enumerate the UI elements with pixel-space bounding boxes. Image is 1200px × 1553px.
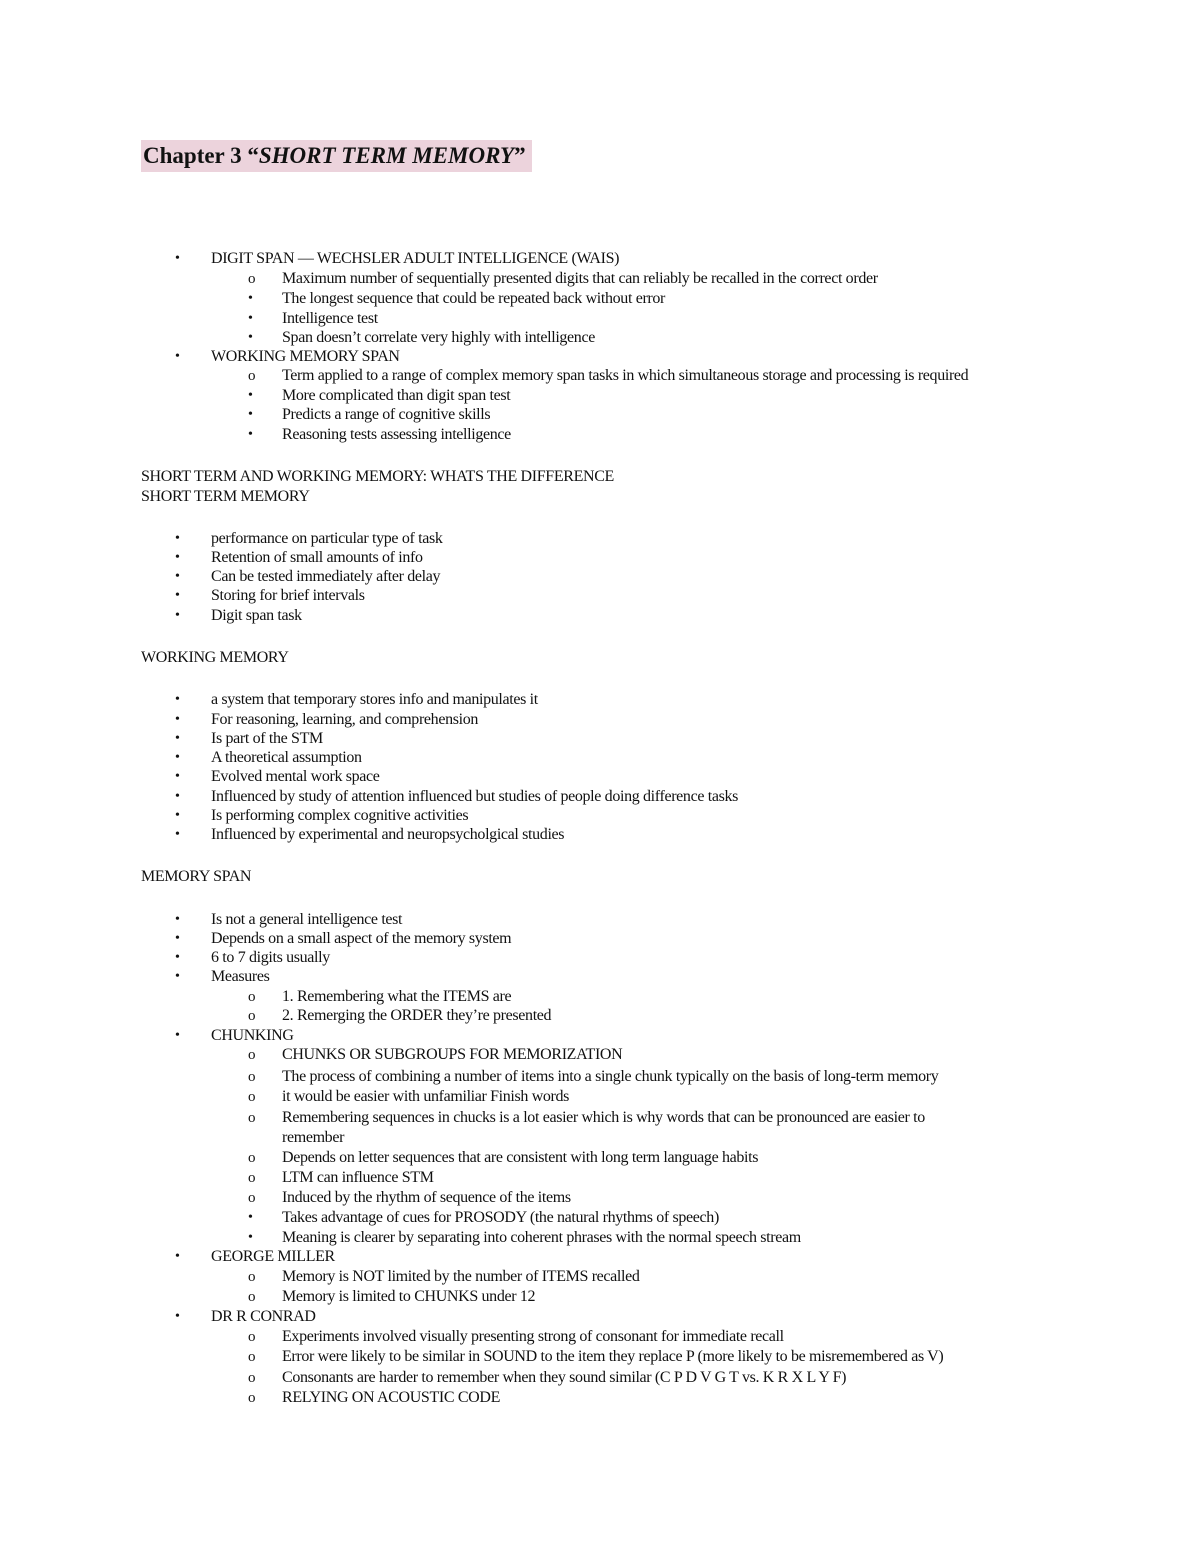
line-text: Is performing complex cognitive activities: [211, 807, 469, 824]
bullet-icon: •: [175, 1309, 180, 1324]
circle-bullet-icon: o: [248, 1089, 256, 1105]
bullet-icon: •: [175, 808, 180, 823]
line-text: Digit span task: [211, 607, 302, 624]
bullet-icon: •: [175, 569, 180, 584]
line-text: DIGIT SPAN — WECHSLER ADULT INTELLIGENCE (WAIS): [211, 250, 620, 267]
line-text: WORKING MEMORY SPAN: [211, 348, 400, 365]
line-text: LTM can influence STM: [282, 1169, 434, 1186]
line-text: Memory is limited to CHUNKS under 12: [282, 1288, 536, 1305]
line-text: Storing for brief intervals: [211, 587, 365, 604]
circle-bullet-icon: o: [248, 368, 256, 384]
line-text: GEORGE MILLER: [211, 1248, 335, 1265]
line-text: Is not a general intelligence test: [211, 911, 403, 928]
line-text: The longest sequence that could be repeated back without error: [282, 290, 666, 307]
line-text: 1. Remembering what the ITEMS are: [282, 988, 512, 1005]
circle-bullet-icon: o: [248, 1150, 256, 1166]
bullet-icon: •: [175, 349, 180, 364]
bullet-icon: •: [248, 388, 253, 403]
circle-bullet-icon: o: [248, 989, 256, 1005]
line-text: Evolved mental work space: [211, 768, 380, 785]
line-text: A theoretical assumption: [211, 749, 362, 766]
line-text: Memory is NOT limited by the number of ITEMS recalled: [282, 1268, 640, 1285]
line-text: DR R CONRAD: [211, 1308, 316, 1325]
circle-bullet-icon: o: [248, 1289, 256, 1305]
circle-bullet-icon: o: [248, 1269, 256, 1285]
bullet-icon: •: [175, 550, 180, 565]
line-text: Can be tested immediately after delay: [211, 568, 441, 585]
bullet-icon: •: [248, 311, 253, 326]
bullet-icon: •: [175, 251, 180, 266]
bullet-icon: •: [175, 731, 180, 746]
page-title: [141, 140, 532, 172]
line-text: Predicts a range of cognitive skills: [282, 406, 491, 423]
circle-bullet-icon: o: [248, 1370, 256, 1386]
bullet-icon: •: [175, 827, 180, 842]
line-text: Reasoning tests assessing intelligence: [282, 426, 511, 443]
bullet-icon: •: [175, 608, 180, 623]
line-text: 2. Remerging the ORDER they’re presented: [282, 1007, 552, 1024]
line-text: a system that temporary stores info and manipulates it: [211, 691, 538, 708]
circle-bullet-icon: o: [248, 1008, 256, 1024]
line-text: Term applied to a range of complex memory span tasks in which simultaneous storage and processing is required: [282, 367, 969, 384]
line-text: SHORT TERM MEMORY: [141, 488, 310, 505]
title-emphasis: SHORT TERM MEMORY: [258, 143, 515, 168]
title-prefix: Chapter 3 “: [143, 143, 259, 168]
line-text: The process of combining a number of items into a single chunk typically on the basis of long-term memory: [282, 1068, 939, 1085]
line-text: Influenced by study of attention influenced but studies of people doing difference tasks: [211, 788, 738, 805]
circle-bullet-icon: o: [248, 1069, 256, 1085]
line-text: Error were likely to be similar in SOUND to the item they replace P (more likely to be misremembered as V): [282, 1348, 944, 1365]
line-text: Experiments involved visually presenting strong of consonant for immediate recall: [282, 1328, 784, 1345]
title-suffix: ”: [514, 143, 526, 168]
line-text: Remembering sequences in chucks is a lot easier which is why words that can be pronounced are easier to: [282, 1109, 925, 1126]
line-text: Maximum number of sequentially presented digits that can reliably be recalled in the correct order: [282, 270, 878, 287]
bullet-icon: •: [175, 750, 180, 765]
circle-bullet-icon: o: [248, 1349, 256, 1365]
line-text: Influenced by experimental and neuropsycholgical studies: [211, 826, 565, 843]
circle-bullet-icon: o: [248, 1047, 256, 1063]
circle-bullet-icon: o: [248, 1110, 256, 1126]
line-text: performance on particular type of task: [211, 530, 443, 547]
line-text: Induced by the rhythm of sequence of the items: [282, 1189, 571, 1206]
bullet-icon: •: [175, 950, 180, 965]
line-text: Is part of the STM: [211, 730, 323, 747]
bullet-icon: •: [175, 931, 180, 946]
circle-bullet-icon: o: [248, 1390, 256, 1406]
circle-bullet-icon: o: [248, 1170, 256, 1186]
line-text: Retention of small amounts of info: [211, 549, 423, 566]
line-text: Meaning is clearer by separating into coherent phrases with the normal speech stream: [282, 1229, 801, 1246]
bullet-icon: •: [175, 531, 180, 546]
circle-bullet-icon: o: [248, 1190, 256, 1206]
line-text: Consonants are harder to remember when they sound similar (C P D V G T vs. K R X L Y F): [282, 1369, 847, 1386]
line-text: MEMORY SPAN: [141, 868, 252, 885]
circle-bullet-icon: o: [248, 271, 256, 287]
line-text: Measures: [211, 968, 270, 985]
line-text: Span doesn’t correlate very highly with intelligence: [282, 329, 595, 346]
line-text: it would be easier with unfamiliar Finish words: [282, 1088, 570, 1105]
line-text: CHUNKS OR SUBGROUPS FOR MEMORIZATION: [282, 1046, 623, 1063]
bullet-icon: •: [175, 692, 180, 707]
line-text: More complicated than digit span test: [282, 387, 511, 404]
bullet-icon: •: [248, 330, 253, 345]
bullet-icon: •: [248, 427, 253, 442]
bullet-icon: •: [248, 1210, 253, 1225]
circle-bullet-icon: o: [248, 1329, 256, 1345]
line-text: Intelligence test: [282, 310, 378, 327]
bullet-icon: •: [248, 407, 253, 422]
bullet-icon: •: [248, 291, 253, 306]
line-text: CHUNKING: [211, 1027, 294, 1044]
line-text: 6 to 7 digits usually: [211, 949, 330, 966]
bullet-icon: •: [175, 1028, 180, 1043]
bullet-icon: •: [248, 1230, 253, 1245]
line-text: Takes advantage of cues for PROSODY (the natural rhythms of speech): [282, 1209, 719, 1226]
line-text: RELYING ON ACOUSTIC CODE: [282, 1389, 500, 1406]
bullet-icon: •: [175, 789, 180, 804]
line-text: For reasoning, learning, and comprehension: [211, 711, 479, 728]
bullet-icon: •: [175, 969, 180, 984]
line-text: WORKING MEMORY: [141, 649, 289, 666]
line-text: Depends on letter sequences that are consistent with long term language habits: [282, 1149, 759, 1166]
bullet-icon: •: [175, 712, 180, 727]
bullet-icon: •: [175, 769, 180, 784]
line-text: remember: [282, 1129, 345, 1146]
bullet-icon: •: [175, 1249, 180, 1264]
line-text: SHORT TERM AND WORKING MEMORY: WHATS THE DIFFERENCE: [141, 468, 614, 485]
bullet-icon: •: [175, 588, 180, 603]
line-text: Depends on a small aspect of the memory system: [211, 930, 512, 947]
bullet-icon: •: [175, 912, 180, 927]
